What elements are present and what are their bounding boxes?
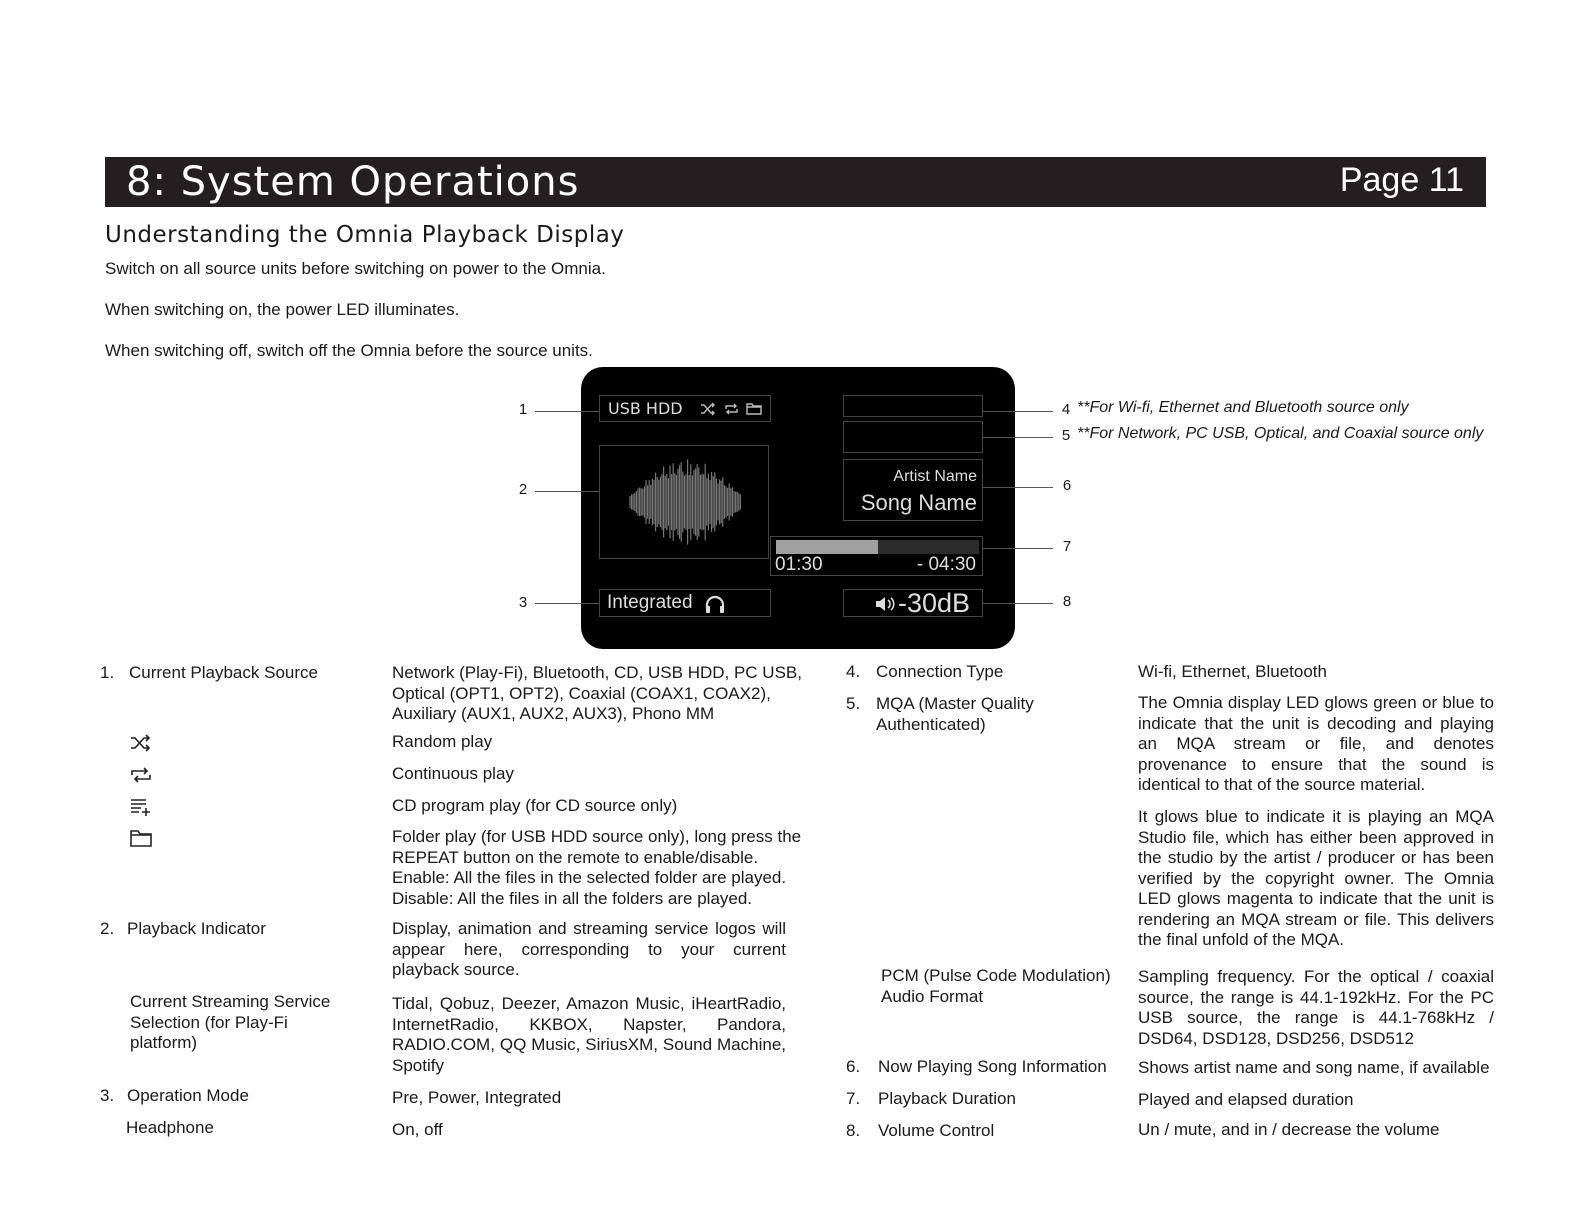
callout-line-6 [983,487,1053,488]
playlist-add-icon [130,797,152,817]
volume-box [843,589,983,617]
page-title: 8: System Operations [126,159,580,205]
source-label: USB HDD [608,399,683,418]
item-8-number: 8. [846,1121,861,1140]
playback-indicator-box [599,445,769,559]
item-4-label: Connection Type [876,662,1004,681]
streaming-description: Tidal, Qobuz, Deezer, Amazon Music, iHeartRadio, InternetRadio, KKBOX, Napster, Pandora, RADIO.COM, QQ Music, SiriusXM, Sound Machine, Spotify [392,994,786,1075]
item-3-number: 3. [100,1086,115,1105]
item-5-description-2: It glows blue to indicate it is playing an MQA Studio file, which has either been approved in the studio by the artist / producer or has been verified by the copyright owner. The Omnia LED glows magenta to indicate that the unit is rendering an MQA stream or file. This delivers the final unfold of the MQA. [1138,807,1494,949]
item-4-description: Wi-fi, Ethernet, Bluetooth [1138,662,1327,681]
callout-1: 1 [518,401,528,418]
item-8-description: Un / mute, and in / decrease the volume [1138,1120,1440,1139]
progress-track [776,540,979,554]
item-6-description: Shows artist name and song name, if available [1138,1058,1490,1077]
pcm-label: PCM (Pulse Code Modulation) Audio Format [881,966,1111,1006]
shuffle-description: Random play [392,732,493,751]
headphone-label: Headphone [126,1118,214,1137]
pcm-description: Sampling frequency. For the optical / coaxial source, the range is 44.1-192kHz. For the PC USB source, the range is 44.1-768kHz / DSD64, DSD128, DSD256, DSD512 [1138,967,1494,1048]
playback-duration-box [770,536,983,576]
operation-mode-label: Integrated [607,592,693,613]
intro-paragraph-3: When switching off, switch off the Omnia before the source units. [105,341,593,360]
item-7-label: Playback Duration [878,1089,1016,1108]
elapsed-time: 01:30 [775,554,823,575]
shuffle-icon [130,734,152,752]
note-mqa: **For Network, PC USB, Optical, and Coaxial source only [1077,425,1484,442]
repeat-icon [130,765,152,785]
audio-format-box [843,421,983,453]
playlist-description: CD program play (for CD source only) [392,796,678,815]
callout-5: 5 [1061,427,1071,444]
repeat-description: Continuous play [392,764,514,783]
now-playing-box [843,459,983,521]
item-7-number: 7. [846,1089,861,1108]
streaming-label: Current Streaming Service Selection (for Play-Fi platform) [130,992,331,1052]
item-2-description: Display, animation and streaming service logos will appear here, corresponding to your current playback source. [392,919,786,979]
callout-line-2 [535,491,599,492]
page-number: Page 11 [1339,161,1464,199]
headphone-description: On, off [392,1120,443,1139]
operation-mode-box [599,589,771,617]
callout-line-5 [983,437,1053,438]
item-8-label: Volume Control [878,1121,995,1140]
callout-6: 6 [1062,477,1072,494]
item-6-label: Now Playing Song Information [878,1057,1107,1076]
item-3-label: Operation Mode [127,1086,249,1105]
callout-8: 8 [1062,593,1072,610]
artist-name: Artist Name [893,468,977,485]
callout-line-8 [983,603,1053,604]
item-2-number: 2. [100,919,115,938]
callout-2: 2 [518,481,528,498]
connection-type-box [843,395,983,417]
item-1-label: Current Playback Source [129,663,318,682]
item-3-description: Pre, Power, Integrated [392,1088,562,1107]
progress-fill [776,540,878,554]
repeat-icon [724,402,739,416]
item-7-description: Played and elapsed duration [1138,1090,1354,1109]
item-6-number: 6. [846,1057,861,1076]
item-1-description: Network (Play-Fi), Bluetooth, CD, USB HDD, PC USB, Optical (OPT1, OPT2), Coaxial (COAX1, COAX2), Auxiliary (AUX1, AUX2, AUX3), Phono MM [392,663,802,723]
folder-icon [130,829,152,847]
headphone-icon [704,594,726,614]
folder-icon [746,402,762,415]
callout-line-4 [983,411,1053,412]
item-4-number: 4. [846,662,861,681]
folder-description: Folder play (for USB HDD source only), long press the REPEAT button on the remote to enable/disable. Enable: All the files in the selected folder are played. Disable: All the files in all the folders are played. [392,827,802,908]
speaker-icon [874,595,898,613]
note-connection-type: **For Wi-fi, Ethernet and Bluetooth source only [1077,399,1409,416]
callout-4: 4 [1061,401,1071,418]
callout-3: 3 [518,594,528,611]
item-5-description-1: The Omnia display LED glows green or blue to indicate that the unit is decoding and playing an MQA stream or file, and denotes provenance to ensure that the sound is identical to that of the source material. [1138,693,1494,794]
callout-7: 7 [1062,538,1072,555]
volume-level: -30dB [898,588,971,618]
waveform-animation [600,446,768,558]
song-name: Song Name [860,490,977,515]
item-1-number: 1. [100,663,115,682]
shuffle-icon [700,402,716,416]
item-2-label: Playback Indicator [127,919,266,938]
section-title: Understanding the Omnia Playback Display [105,222,625,248]
remaining-time: - 04:30 [916,554,976,575]
callout-line-1 [535,411,599,412]
intro-paragraph-1: Switch on all source units before switching on power to the Omnia. [105,259,606,278]
item-5-label: MQA (Master Quality Authenticated) [876,694,1034,734]
intro-paragraph-2: When switching on, the power LED illuminates. [105,300,460,319]
item-5-number: 5. [846,694,861,713]
source-box [599,395,771,422]
callout-line-7 [983,548,1053,549]
callout-line-3 [535,603,599,604]
playback-display [581,367,1015,649]
